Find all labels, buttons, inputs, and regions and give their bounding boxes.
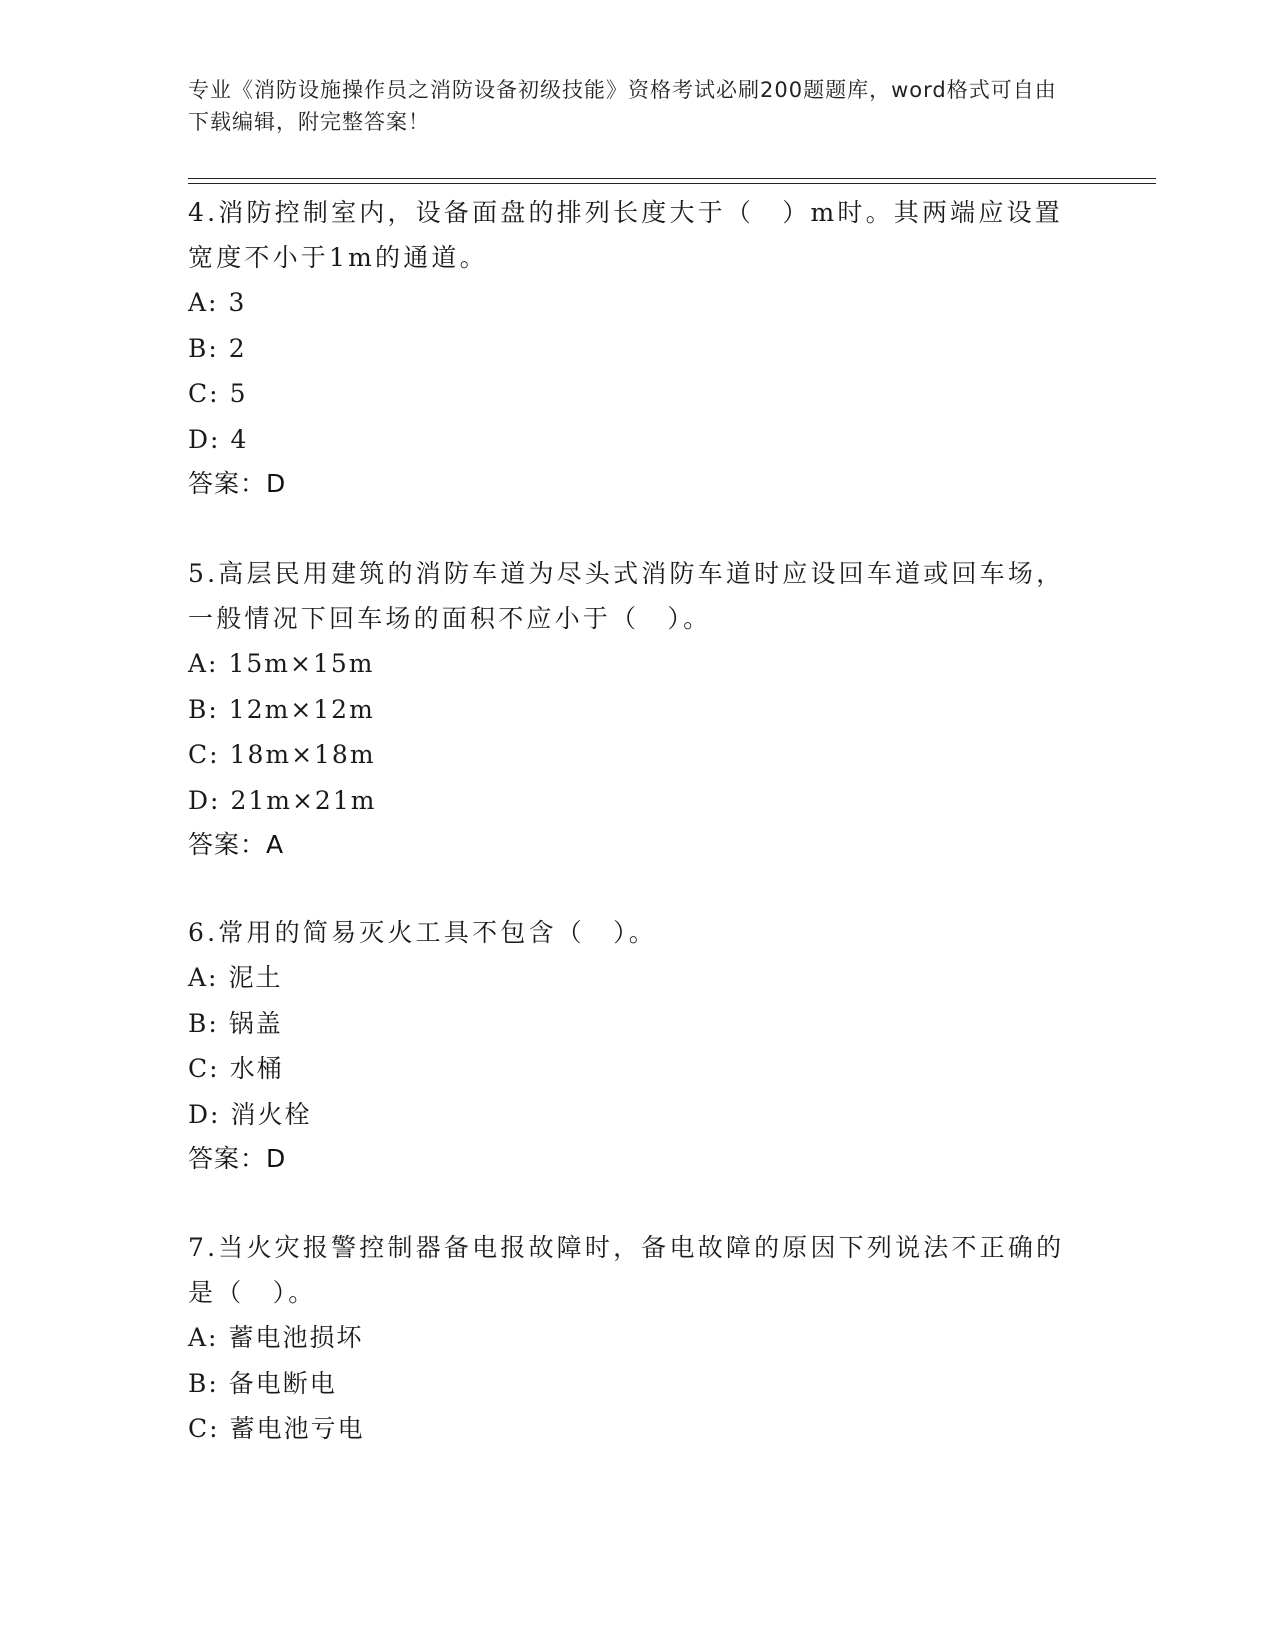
question-6	[188, 910, 1088, 1181]
question-number: 6.	[188, 918, 219, 947]
answer-line	[188, 1137, 1088, 1181]
question-5	[188, 551, 1088, 867]
answer-value: D	[266, 469, 287, 498]
option-c: C: 蓄电池亏电	[188, 1414, 365, 1443]
option-c: C: 18m×18m	[188, 740, 376, 769]
option-c: C: 5	[188, 379, 248, 408]
answer-line	[188, 462, 1088, 506]
answer-line	[188, 823, 1088, 867]
question-text: 当火灾报警控制器备电报故障时，备电故障的原因下列说法不正确的是（ ）。	[188, 1233, 1065, 1307]
header-divider-bottom	[188, 183, 1156, 184]
answer-label: 答案：	[188, 469, 267, 498]
option-a: A: 泥土	[188, 963, 283, 992]
answer-label: 答案：	[188, 1144, 267, 1173]
answer-value: A	[266, 830, 285, 859]
question-number: 5.	[188, 559, 219, 588]
option-d: D: 21m×21m	[188, 785, 377, 815]
question-7	[188, 1225, 1088, 1452]
question-number: 7.	[188, 1233, 219, 1262]
header-divider-top	[188, 178, 1156, 179]
option-a: A: 蓄电池损坏	[188, 1323, 364, 1352]
question-4	[188, 190, 1088, 506]
option-b: B: 2	[188, 333, 247, 363]
answer-value: D	[266, 1144, 287, 1173]
answer-label: 答案：	[188, 830, 267, 859]
option-c: C: 水桶	[188, 1054, 284, 1083]
document-intro: 专业《消防设施操作员之消防设备初级技能》资格考试必刷200题题库，word格式可自由下载编辑，附完整答案！	[188, 78, 1057, 134]
question-stem	[188, 190, 1088, 280]
option-a: A: 3	[188, 288, 247, 317]
option-b: B: 备电断电	[188, 1368, 337, 1398]
option-a: A: 15m×15m	[188, 649, 375, 678]
question-text: 常用的简易灭火工具不包含（ ）。	[218, 918, 657, 947]
question-stem	[188, 551, 1088, 641]
question-text: 消防控制室内，设备面盘的排列长度大于（ ）m时。其两端应设置宽度不小于1m的通道。	[188, 198, 1063, 272]
option-d: D: 消火栓	[188, 1099, 312, 1129]
option-b: B: 12m×12m	[188, 694, 375, 724]
question-text: 高层民用建筑的消防车道为尽头式消防车道时应设回车道或回车场，一般情况下回车场的面积不应小于（ ）。	[188, 559, 1065, 633]
option-d: D: 4	[188, 424, 249, 454]
question-number: 4.	[188, 198, 219, 227]
question-stem	[188, 1225, 1088, 1315]
question-stem	[188, 910, 1088, 955]
option-b: B: 锅盖	[188, 1008, 283, 1038]
